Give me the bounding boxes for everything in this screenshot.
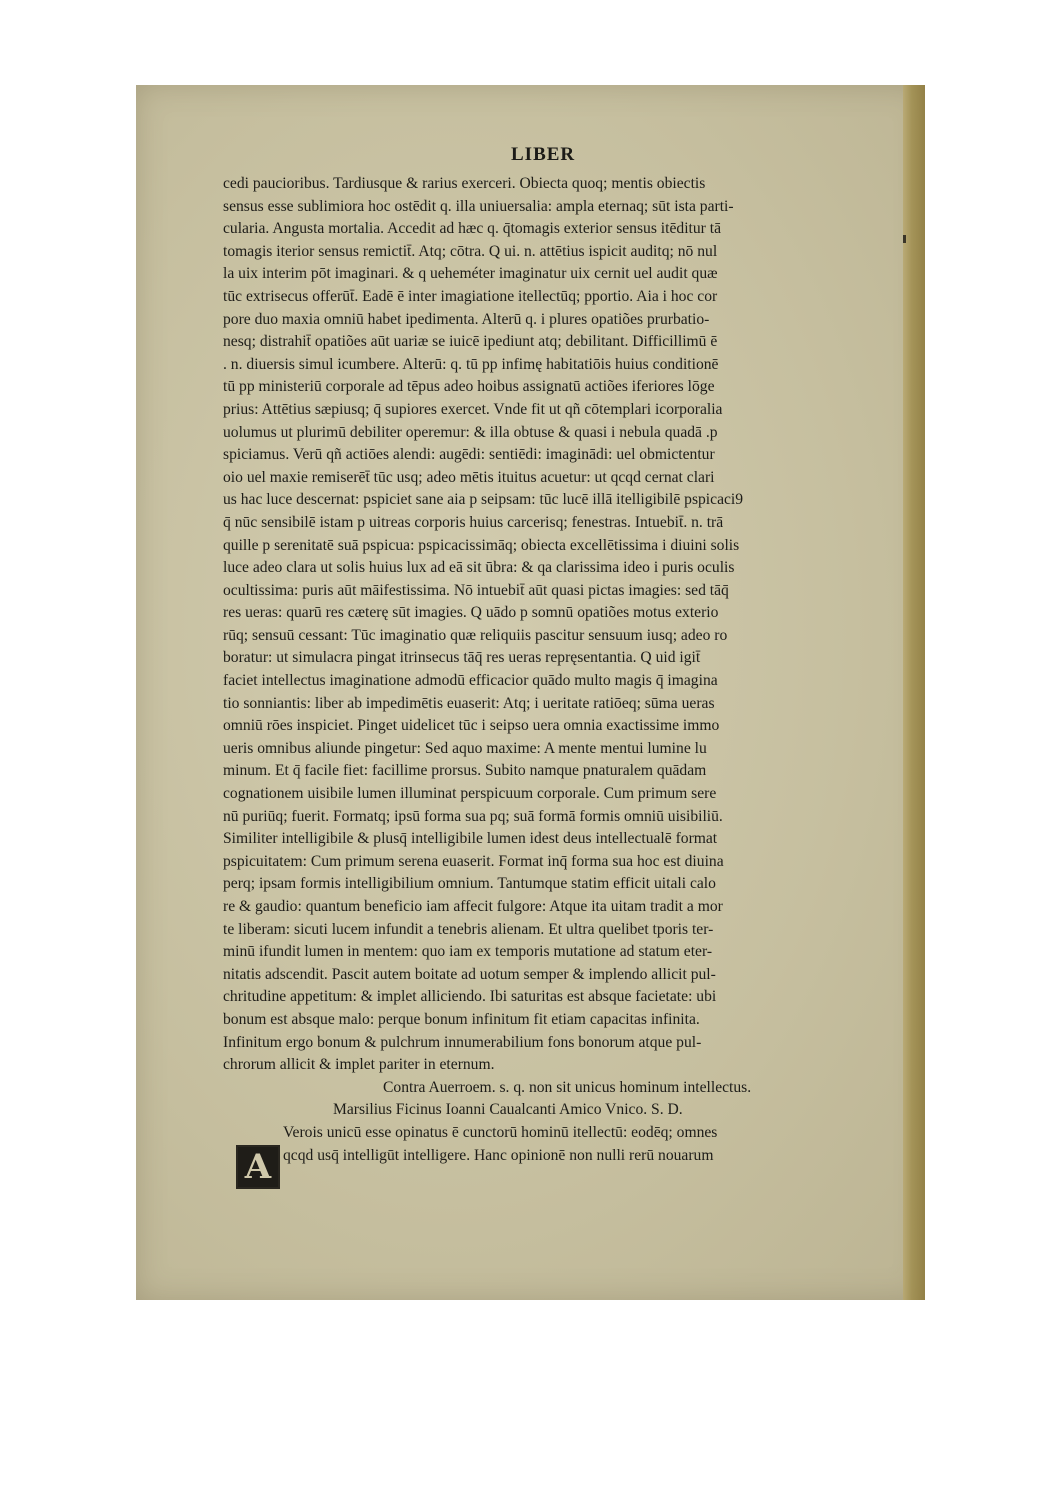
text-line: us hac luce descernat: pspiciet sane aia p seipsam: tūc lucē illā itelligibilē pspicaci9 <box>223 491 744 509</box>
text-line: rūq; sensuū cessant: Tūc imaginatio quæ reliquiis pascitur sensuum iusq; adeo ro <box>223 626 728 644</box>
text-line: oio uel maxie remiserēt̄ tūc usq; adeo mētis ituitus acuetur: ut qcqd cernat clari <box>223 468 715 486</box>
text-line: minum. Et q̄ facile fiet: facillime prorsus. Subito namque pnaturalem quādam <box>223 762 707 780</box>
text-line: ocultissima: puris aūt māifestissima. Nō intuebit̄ aūt quasi pictas imagies: sed tāq̄ <box>223 581 729 599</box>
decorated-initial <box>236 1145 280 1189</box>
text-line: re & gaudio: quantum beneficio iam affecit fulgore: Atque ita uitam tradit a mor <box>223 898 723 915</box>
text-line: luce adeo clara ut solis huius lux ad eā sit ūbra: & qa clarissima ideo i puris oculis <box>223 559 735 577</box>
text-line: q̄ nūc sensibilē istam p uitreas corporis huius carcerisq; fenestras. Intuebit̄. n. trā <box>223 513 724 531</box>
text-line: Similiter intelligibile & plusq̄ intelligibile lumen idest deus intellectualē format <box>223 830 718 848</box>
text-line: quille p serenitatē suā pspicua: pspicacissimāq; obiecta excellētissima i diuini solis <box>223 536 740 554</box>
running-head: LIBER <box>511 144 576 165</box>
text-line: qcqd usq̄ intelligūt intelligere. Hanc opinionē non nulli rerū nouarum <box>283 1146 714 1164</box>
text-line: nū puriūq; fuerit. Formatq; ipsū forma sua pq; suā formā formis omniū uisibiliū. <box>223 807 723 825</box>
text-line: pore duo maxia omniū habet ipedimenta. Alterū q. i plures opatiões prurbatio- <box>223 310 710 328</box>
margin-mark <box>903 235 906 243</box>
text-line: pspicuitatem: Cum primum serena euaserit. Format inq̄ forma sua hoc est diuina <box>223 852 724 870</box>
text-line: Infinitum ergo bonum & pulchrum innumerabilium fons bonorum atque pul- <box>223 1033 702 1051</box>
text-line: sensus esse sublimiora hoc ostēdit q. illa uniuersalia: ampla eternaq; sūt ista parti- <box>223 197 734 215</box>
text-line: te liberam: sicuti lucem infundit a tenebris alienam. Et ultra quelibet tporis ter- <box>223 920 714 938</box>
text-line: uolumus ut plurimū debiliter operemur: & illa obtuse & quasi i nebula quadā .p <box>223 423 718 441</box>
text-line: cularia. Angusta mortalia. Accedit ad hæc q. q̄tomagis exterior sensus itēditur tā <box>223 220 722 238</box>
text-line: nitatis adscendit. Pascit autem boitate ad uotum semper & implendo allicit pul- <box>223 965 716 983</box>
page-edge <box>903 85 925 1300</box>
main-text <box>223 173 883 1167</box>
text-line: chrorum allicit & implet pariter in eternum. <box>223 1056 495 1074</box>
text-line: bonum est absque malo: perque bonum infinitum fit etiam capacitas infinita. <box>223 1010 700 1028</box>
chapter-title: Contra Auerroem. s. q. non sit unicus hominum intellectus. <box>383 1078 752 1096</box>
text-line: omniū rōes inspiciet. Pinget uidelicet tūc i seipso uera omnia exactissime immo <box>223 717 720 735</box>
text-line: . n. diuersis simul icumbere. Alterū: q. tū pp infimę habitatiōis huius conditionē <box>223 355 719 373</box>
text-line: Verois unicū esse opinatus ē cunctorū hominū itellectū: eodēq; omnes <box>283 1123 718 1141</box>
text-line: res ueras: quarū res cæterę sūt imagies. Q uādo p somnū opatiões motus exterio <box>223 604 719 622</box>
text-line: tūc extrisecus offerūt̄. Eadē ē inter imagiatione itellectūq; pportio. Aia i hoc cor <box>223 287 718 305</box>
text-line: nesq; distrahit̄ opatiões aūt uariæ se iuicē ipediunt atq; debilitant. Difficillimū ē <box>223 333 718 351</box>
text-line: boratur: ut simulacra pingat itrinsecus tāq̄ res ueras repręsentantia. Q uid igit̄ <box>223 649 701 667</box>
text-line: perq; ipsam formis intelligibilium omnium. Tantumque statim efficit uitali calo <box>223 875 716 893</box>
initial-letter: A <box>244 1147 272 1187</box>
text-line: minū ifundit lumen in mentem: quo iam ex temporis mutatione ad statum eter- <box>223 943 713 961</box>
scanned-page <box>136 85 925 1300</box>
text-line: ueris omnibus aliunde pingetur: Sed aquo maxime: A mente mentui lumine lu <box>223 739 707 757</box>
text-line: spiciamus. Verū qñ actiōes alendi: augēdi: sentiēdi: imaginādi: uel obmictentur <box>223 446 715 464</box>
text-line: tio sonniantis: liber ab impedimētis euaserit: Atq; i ueritate ratiōeq; sūma ueras <box>223 694 715 712</box>
text-line: faciet intellectus imaginatione admodū efficacior quādo multo magis q̄ imagina <box>223 672 718 690</box>
salutation: Marsilius Ficinus Ioanni Caualcanti Amico Vnico. S. D. <box>333 1101 683 1119</box>
text-line: cognationem uisibile lumen illuminat perspicuum corporale. Cum primum sere <box>223 785 717 803</box>
text-line: prius: Attētius sæpiusq; q̄ supiores exercet. Vnde fit ut qñ cōtemplari icorporalia <box>223 400 723 418</box>
text-line: cedi paucioribus. Tardiusque & rarius exerceri. Obiecta quoq; mentis obiectis <box>223 175 706 192</box>
text-line: chritudine appetitum: & implet alliciendo. Ibi saturitas est absque facietate: ubi <box>223 988 717 1006</box>
text-line: la uix interim pōt imaginari. & q ueheméter imaginatur uix cernit uel audit quæ <box>223 265 718 283</box>
text-line: tomagis iterior sensus remictit̄. Atq; cōtra. Q ui. n. attētius ispicit auditq; nō nul <box>223 242 718 260</box>
text-line: tū pp ministeriū corporale ad tēpus adeo hoibus assignatū actiões iferiores lōge <box>223 378 715 396</box>
